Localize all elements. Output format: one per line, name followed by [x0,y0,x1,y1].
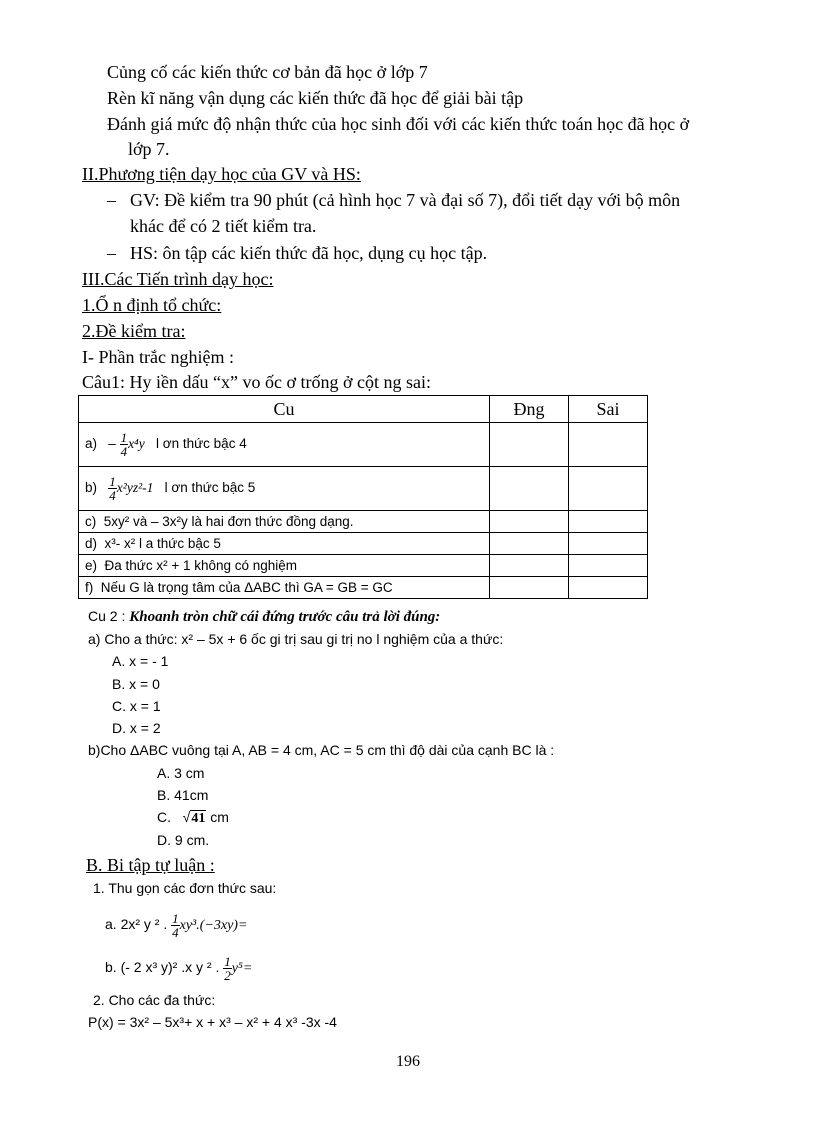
page-number: 196 [396,1053,420,1070]
option-c-label: C. [157,809,171,825]
objective-1: Củng cố các kiến thức cơ bản đã học ở lớp 7 [107,62,428,82]
fraction [108,475,117,502]
expression-tail: y⁵= [231,961,253,977]
row-label: a) [85,436,98,452]
polynomial-p: P(x) = 3x² – 5x³+ x + x³ – x² + 4 x³ -3x -4 [88,1014,337,1030]
true-cell[interactable] [490,577,569,599]
fraction-numerator: 1 [224,954,231,969]
option-d[interactable]: D. x = 2 [112,720,161,736]
false-cell[interactable] [569,423,648,467]
statement-text: x³- x² l a thức bậc 5 [104,536,221,551]
section-3-heading: III.Các Tiến trình dạy học: [82,269,274,289]
minus-sign: – [108,436,116,452]
statement-text: Đa thức x² + 1 không có nghiệm [104,558,298,573]
math-expression: x²yz²-1 [116,480,154,496]
question-2-label: Cu 2 : [88,608,130,624]
fraction [120,431,129,458]
statement-cell [79,511,490,533]
question-2-title [88,608,440,626]
false-cell[interactable] [569,511,648,533]
sqrt-value: 41 [191,811,206,826]
statement-cell [79,467,490,511]
expression-prefix: b. (- 2 x³ y)² .x y ² . [105,959,220,976]
math-expression: x⁴y [128,436,145,452]
option-b[interactable]: B. x = 0 [112,676,160,692]
section-2-heading: II.Phương tiện dạy học của GV và HS: [82,164,361,184]
header-false: Sai [569,396,648,423]
question-2-instruction: Khoanh tròn chữ cái đứng trước câu trả lời đúng: [129,609,441,625]
true-cell[interactable] [490,511,569,533]
option-a[interactable]: A. x = - 1 [112,653,169,669]
part-b-heading: B. Bi tập tự luận : [86,855,215,875]
table-row [79,511,648,533]
expression-prefix: a. 2x² y ² . [105,916,168,933]
row-label: b) [85,480,98,496]
statement-cell [79,555,490,577]
statement-text: l ơn thức bậc 4 [156,436,247,452]
objective-3-cont: lớp 7. [128,139,170,159]
row-label: e) [85,558,98,573]
table-header-row [79,396,648,423]
sub-heading-2: 2.Đề kiểm tra: [82,321,186,341]
header-statement: Cu [79,396,490,423]
false-cell[interactable] [569,533,648,555]
part-1-heading: I- Phần trắc nghiệm : [82,347,234,367]
option-c[interactable]: C. √41 cm [157,809,229,826]
gv-line-1: GV: Đề kiểm tra 90 phút (cả hình học 7 và đại số 7), đổi tiết dạy với bộ môn [130,190,681,210]
exercise-2-title: 2. Cho các đa thức: [93,992,216,1008]
row-label: c) [85,514,97,529]
fraction-denominator: 2 [224,968,231,983]
gv-line-2: khác để có 2 tiết kiểm tra. [130,216,317,236]
table-row [79,577,648,599]
expression-tail: xy³.(−3xy)= [179,918,248,934]
exercise-1-title: 1. Thu gọn các đơn thức sau: [93,880,277,896]
false-cell[interactable] [569,555,648,577]
table-row [79,555,648,577]
option-d[interactable]: D. 9 cm. [157,832,210,848]
objective-3: Đánh giá mức độ nhận thức của học sinh đối với các kiến thức toán học đã học ở [107,114,690,134]
statement-cell [79,533,490,555]
option-c[interactable]: C. x = 1 [112,698,161,714]
fraction-denominator: 4 [172,925,179,940]
table-row [79,533,648,555]
question-2b-stem: b)Cho ΔABC vuông tại A, AB = 4 cm, AC = 5 cm thì độ dài của cạnh BC là : [88,742,555,758]
row-label: f) [85,580,94,595]
statement-cell [79,423,490,467]
sqrt-unit: cm [210,809,229,825]
dash-bullet: – [107,190,116,210]
question-1-title: Câu1: Hy iền dấu “x” vo ốc ơ trống ở cột ng sai: [82,372,431,392]
option-b[interactable]: B. 41cm [157,787,209,803]
question-2a-stem: a) Cho a thức: x² – 5x + 6 ốc gi trị sau gi trị no l nghiệm của a thức: [88,631,504,647]
fraction-denominator: 4 [120,444,128,459]
table-row [79,467,648,511]
exercise-1a [105,912,247,939]
hs-line: HS: ôn tập các kiến thức đã học, dụng cụ học tập. [130,243,488,263]
sub-heading-1: 1.Ổ n định tổ chức: [82,295,222,315]
header-true: Đng [490,396,569,423]
exercise-1b [105,955,252,982]
true-false-table [78,395,648,599]
false-cell[interactable] [569,467,648,511]
row-label: d) [85,536,98,551]
fraction [223,955,232,982]
true-cell[interactable] [490,423,569,467]
objective-2: Rèn kĩ năng vận dụng các kiến thức đã học để giải bài tập [107,88,524,108]
statement-text: Nếu G là trọng tâm của ΔABC thì GA = GB = GC [100,580,393,595]
true-cell[interactable] [490,533,569,555]
table-row [79,423,648,467]
dash-bullet: – [107,243,116,263]
true-cell[interactable] [490,555,569,577]
statement-cell [79,577,490,599]
fraction-numerator: 1 [120,430,128,445]
fraction-numerator: 1 [109,474,116,489]
fraction-denominator: 4 [109,488,116,503]
fraction [171,912,180,939]
statement-text: 5xy² và – 3x²y là hai đơn thức đồng dạng. [103,514,354,529]
statement-text: l ơn thức bậc 5 [164,480,256,496]
fraction-numerator: 1 [172,911,179,926]
false-cell[interactable] [569,577,648,599]
true-cell[interactable] [490,467,569,511]
option-a[interactable]: A. 3 cm [157,765,205,781]
